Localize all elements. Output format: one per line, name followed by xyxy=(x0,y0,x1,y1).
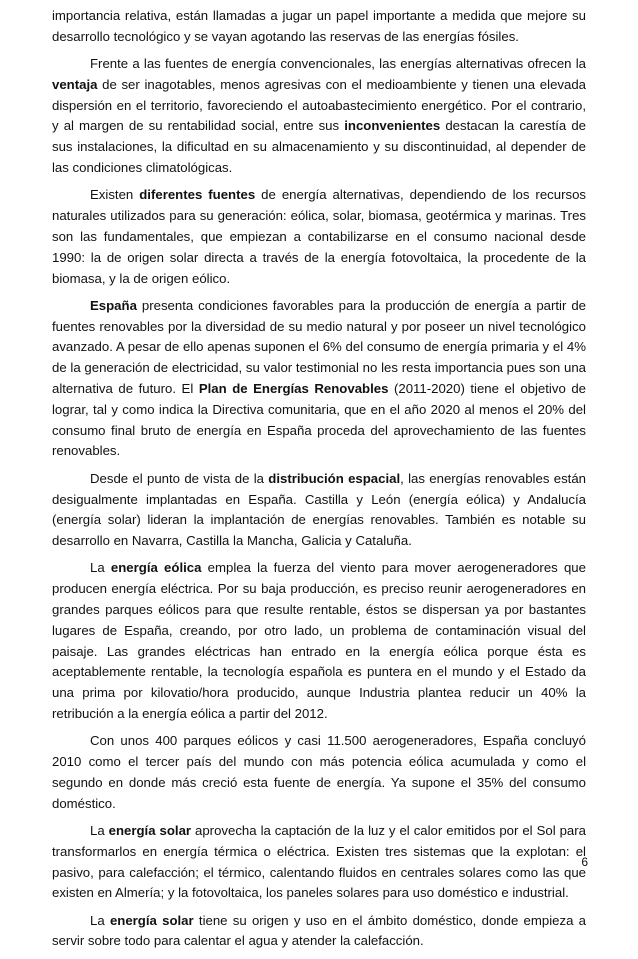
bold-term: inconvenientes xyxy=(344,118,441,134)
paragraph xyxy=(52,731,586,814)
paragraph xyxy=(52,911,586,953)
text-run: La xyxy=(90,560,111,576)
paragraph xyxy=(52,54,586,179)
bold-term: España xyxy=(90,297,137,313)
bold-term: energía eólica xyxy=(110,560,202,576)
bold-term: distribución espacial xyxy=(268,470,401,486)
page-number: 6 xyxy=(581,855,588,869)
bold-term: energía solar xyxy=(108,822,192,838)
text-run: presenta condiciones favorables para la producción de energía a partir de fuentes renovables por la diversidad de su medio natural y por poseer un nivel tecnológico avanzado. A pesar de ello apenas suponen el 6% del consumo de energía primaria y el 4% de la generación de electricidad, su valor testimonial no les resta importancia pues son una alternativa de futuro. El xyxy=(52,297,586,397)
paragraph xyxy=(52,821,586,904)
text-run: (2011-2020) tiene el objetivo de lograr, tal y como indica la Directiva comunitaria, que en el año 2020 al menos el 20% del consumo final bruto de energía en España proceda del aprovechamiento de las fuentes renovables. xyxy=(52,381,586,459)
paragraph xyxy=(52,185,586,289)
text-run: de energía alternativas, dependiendo de los recursos naturales utilizados para su generación: eólica, solar, biomasa, geotérmica y marinas. Tres son las fundamentales, que empiezan a contabilizarse en el consumo nacional desde 1990: la de origen solar directa a través de la energía fotovoltaica, la procedente de la biomasa, y la de origen eólico. xyxy=(52,187,586,286)
paragraph xyxy=(52,558,586,724)
document-body xyxy=(52,6,586,959)
paragraph xyxy=(52,296,586,462)
text-run: Con unos 400 parques eólicos y casi 11.500 aerogeneradores, España concluyó 2010 como el tercer país del mundo con más potencia eólica acumulada y como el segundo en donde más creció esta fuente de energía. Ya supone el 35% del consumo doméstico. xyxy=(52,733,586,811)
text-run: La xyxy=(90,912,110,928)
paragraph xyxy=(52,469,586,552)
text-run: importancia relativa, están llamadas a jugar un papel importante a medida que mejore su desarrollo tecnológico y se vayan agotando las reservas de las energías fósiles. xyxy=(52,8,586,44)
text-run: destacan la carestía de sus instalaciones, la dificultad en su almacenamiento y su discontinuidad, al depender de las condiciones climatológicas. xyxy=(52,118,586,176)
text-run: emplea la fuerza del viento para mover aerogeneradores que producen energía eléctrica. Por su baja producción, es preciso reunir aerogeneradores en grandes parques eólicos para que resulte rentable, éstos se dispersan ya por bastantes lugares de España, creando, por otro lado, un problema de contaminación visual del paisaje. Las grandes eléctricas han entrado en la energía eólica porque ésta es aceptablemente rentable, la tecnología española es puntera en el mundo y el Estado da una prima por kilovatio/hora producido, aunque Industria plantea reducir un 40% la retribución a la energía eólica a partir del 2012. xyxy=(52,560,586,721)
text-run: , las energías renovables están desigualmente implantadas en España. Castilla y León (energía eólica) y Andalucía (energía solar) lideran la implantación de energías renovables. También es notable su desarrollo en Navarra, Castilla la Mancha, Galicia y Cataluña. xyxy=(52,470,586,549)
bold-term: Plan de Energías Renovables xyxy=(198,381,389,397)
text-run: Frente a las fuentes de energía convencionales, las energías alternativas ofrecen la xyxy=(90,56,586,72)
text-run: de ser inagotables, menos agresivas con el medioambiente y tienen una elevada dispersión en el territorio, favoreciendo el autoabastecimiento energético. Por el contrario, y al margen de su rentabilidad social, entre sus xyxy=(52,76,586,134)
paragraph xyxy=(52,6,586,48)
text-run: Desde el punto de vista de la xyxy=(90,470,269,486)
text-run: tiene su origen y uso en el ámbito doméstico, donde empieza a servir sobre todo para calentar el agua y atender la calefacción. xyxy=(52,912,586,949)
bold-term: ventaja xyxy=(52,76,98,92)
text-run: La xyxy=(90,822,109,838)
bold-term: diferentes fuentes xyxy=(139,187,256,203)
bold-term: energía solar xyxy=(109,912,194,928)
text-run: Existen xyxy=(90,187,140,203)
text-run: aprovecha la captación de la luz y el calor emitidos por el Sol para transformarlos en energía térmica o eléctrica. Existen tres sistemas que la explotan: el pasivo, para calefacción; el térmico, calentando fluidos en centrales solares como las que existen en Almería; y la fotovoltaica, los paneles solares para uso doméstico e industrial. xyxy=(52,822,586,901)
